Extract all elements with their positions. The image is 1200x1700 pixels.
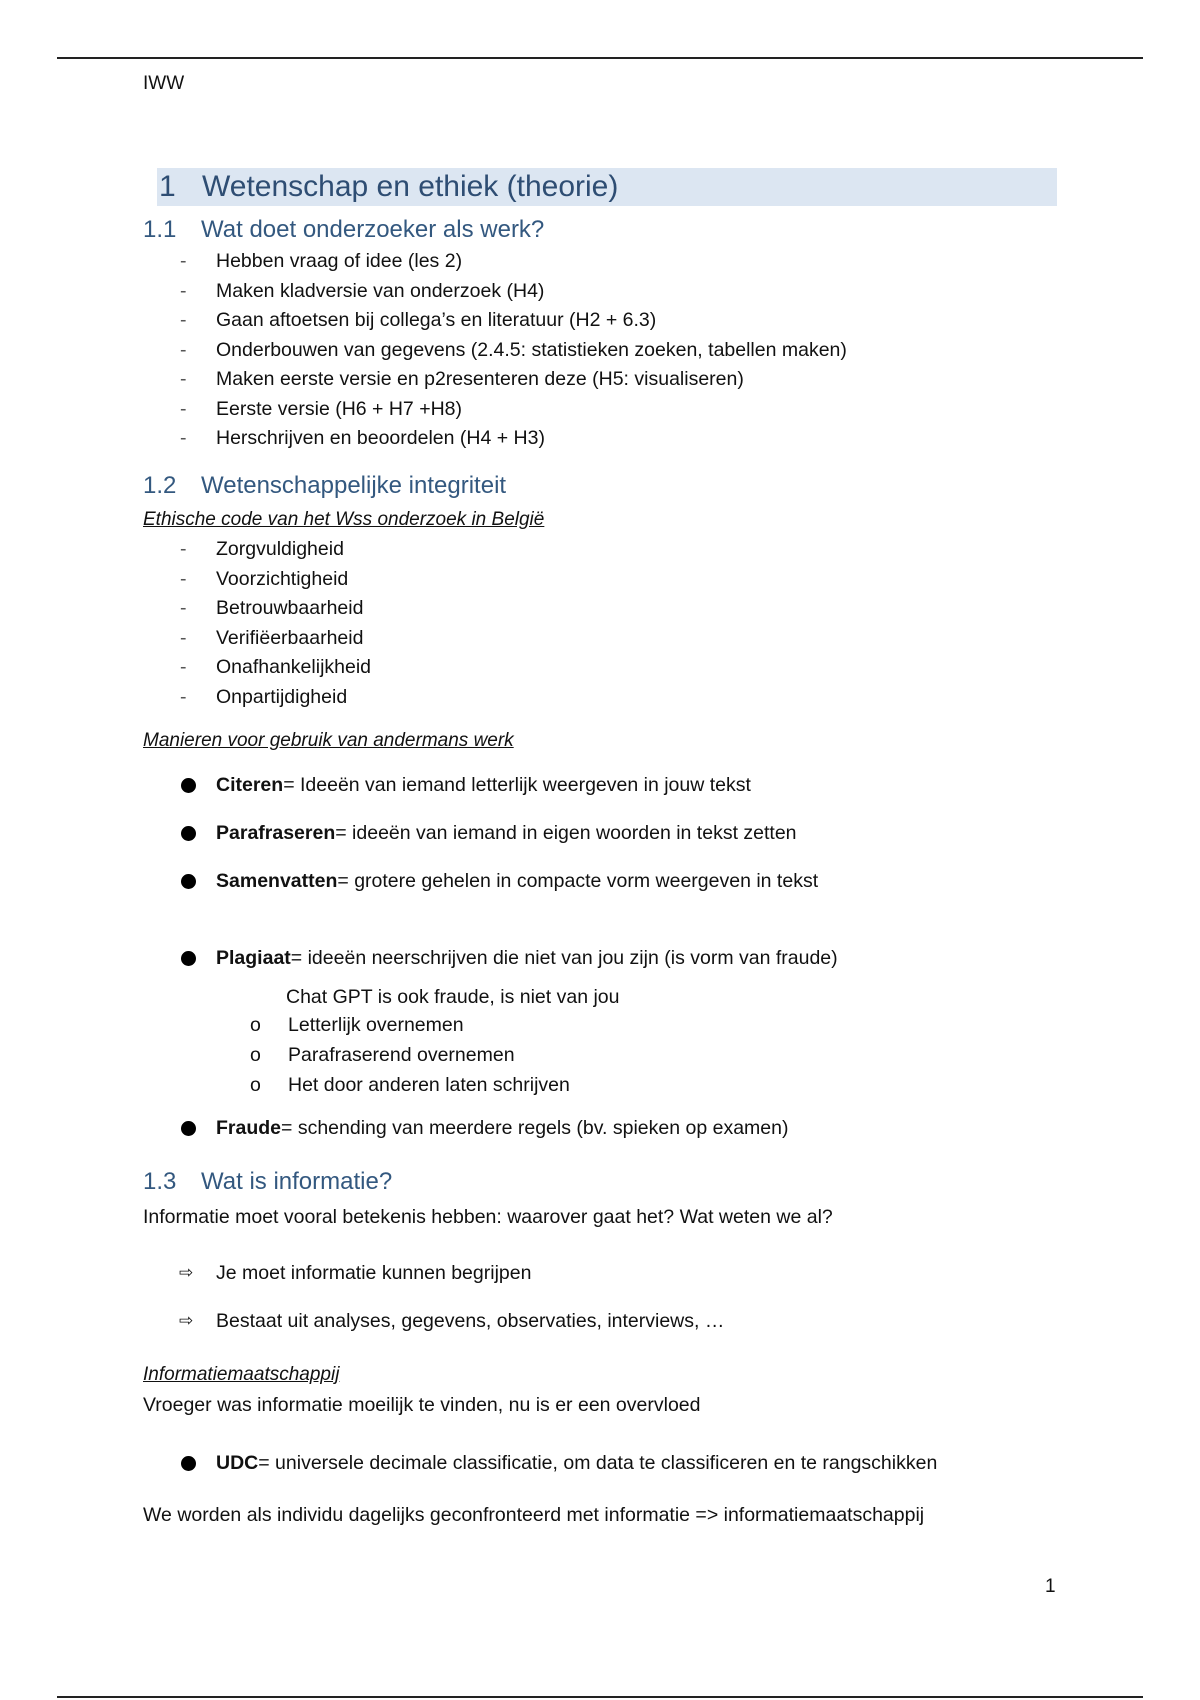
term: Plagiaat [216, 947, 291, 969]
closing-text: We worden als individu dagelijks geconfronteerd met informatie => informatiemaatschappij [143, 1504, 925, 1526]
term: Parafraseren [216, 822, 336, 844]
list-item: - Onafhankelijkheid [143, 653, 371, 683]
manieren-label: Manieren voor gebruik van andermans werk [143, 730, 514, 751]
list-item: - Betrouwbaarheid [143, 594, 371, 624]
definition: = grotere gehelen in compacte vorm weergeven in tekst [337, 870, 819, 892]
ethics-code-label: Ethische code van het Wss onderzoek in België [143, 509, 545, 530]
bullet-icon [181, 826, 196, 841]
list-item: - Voorzichtigheid [143, 565, 371, 595]
heading-1-1-number: 1.1 [143, 216, 177, 243]
term: Samenvatten [216, 870, 338, 892]
term: Citeren [216, 774, 284, 796]
arrow-right-icon: ⇨ [179, 1263, 194, 1282]
researcher-tasks-list [143, 247, 847, 454]
plagiaat-sub-item [250, 1070, 570, 1100]
definition: = schending van meerdere regels (bv. spieken op examen) [281, 1117, 789, 1139]
circle-bullet-icon: o [250, 1014, 261, 1036]
heading-1-1-title: Wat doet onderzoeker als werk? [201, 216, 545, 243]
list-item: - Onderbouwen van gegevens (2.4.5: statistieken zoeken, tabellen maken) [143, 336, 847, 366]
fraude-item [143, 1113, 788, 1143]
heading-1-2-title: Wetenschappelijke integriteit [201, 472, 507, 499]
plagiaat-sub-item [250, 1040, 515, 1070]
list-item: - Verifiëerbaarheid [143, 624, 371, 654]
bullet-icon [181, 778, 196, 793]
parafraseren-item [143, 818, 797, 848]
plagiaat-sub-item [250, 1010, 464, 1040]
arrow-item [143, 1258, 531, 1288]
heading-1-3 [143, 1167, 392, 1197]
ethics-code-list [143, 535, 371, 712]
bullet-icon [181, 1121, 196, 1136]
sub-item-text: Het door anderen laten schrijven [288, 1074, 570, 1096]
sub-item-text: Letterlijk overnemen [288, 1014, 464, 1036]
term: Fraude [216, 1117, 282, 1139]
list-item: - Gaan aftoetsen bij collega’s en literatuur (H2 + 6.3) [143, 306, 847, 336]
header-rule [57, 57, 1143, 59]
list-item: - Herschrijven en beoordelen (H4 + H3) [143, 424, 847, 454]
heading-1-number: 1 [159, 170, 176, 203]
chatgpt-note: Chat GPT is ook fraude, is niet van jou [286, 986, 620, 1008]
list-item: - Zorgvuldigheid [143, 535, 371, 565]
circle-bullet-icon: o [250, 1074, 261, 1096]
page-number: 1 [1045, 1576, 1056, 1597]
citeren-item [143, 770, 751, 800]
info-intro: Informatie moet vooral betekenis hebben: waarover gaat het? Wat weten we al? [143, 1206, 833, 1228]
arrow-item [143, 1306, 724, 1336]
definition: = ideeën neerschrijven die niet van jou zijn (is vorm van fraude) [290, 947, 838, 969]
arrow-item-text: Bestaat uit analyses, gegevens, observaties, interviews, … [216, 1310, 725, 1332]
samenvatten-item [143, 866, 818, 896]
arrow-right-icon: ⇨ [179, 1311, 194, 1330]
heading-1-title: Wetenschap en ethiek (theorie) [202, 170, 619, 203]
heading-1 [157, 168, 1057, 206]
definition: = universele decimale classificatie, om data te classificeren en te rangschikken [258, 1452, 938, 1474]
heading-1-3-title: Wat is informatie? [201, 1168, 393, 1195]
heading-1-1 [143, 215, 544, 245]
term: UDC [216, 1452, 259, 1474]
list-item: - Maken eerste versie en p2resenteren deze (H5: visualiseren) [143, 365, 847, 395]
header-label: IWW [143, 73, 185, 94]
list-item: - Hebben vraag of idee (les 2) [143, 247, 847, 277]
plagiaat-item [143, 943, 838, 973]
list-item: - Eerste versie (H6 + H7 +H8) [143, 395, 847, 425]
footer-rule [57, 1696, 1143, 1698]
definition: = ideeën van iemand in eigen woorden in tekst zetten [335, 822, 797, 844]
heading-1-3-number: 1.3 [143, 1168, 177, 1195]
heading-1-2-number: 1.2 [143, 472, 177, 499]
heading-1-2 [143, 471, 506, 501]
arrow-item-text: Je moet informatie kunnen begrijpen [216, 1262, 532, 1284]
bullet-icon [181, 951, 196, 966]
udc-item [143, 1448, 937, 1478]
list-item: - Onpartijdigheid [143, 683, 371, 713]
bullet-icon [181, 874, 196, 889]
list-item: - Maken kladversie van onderzoek (H4) [143, 277, 847, 307]
info-society-label: Informatiemaatschappij [143, 1364, 340, 1385]
circle-bullet-icon: o [250, 1044, 261, 1066]
info-society-text: Vroeger was informatie moeilijk te vinden, nu is er een overvloed [143, 1394, 701, 1416]
definition: = Ideeën van iemand letterlijk weergeven in jouw tekst [283, 774, 751, 796]
sub-item-text: Parafraserend overnemen [288, 1044, 515, 1066]
bullet-icon [181, 1456, 196, 1471]
